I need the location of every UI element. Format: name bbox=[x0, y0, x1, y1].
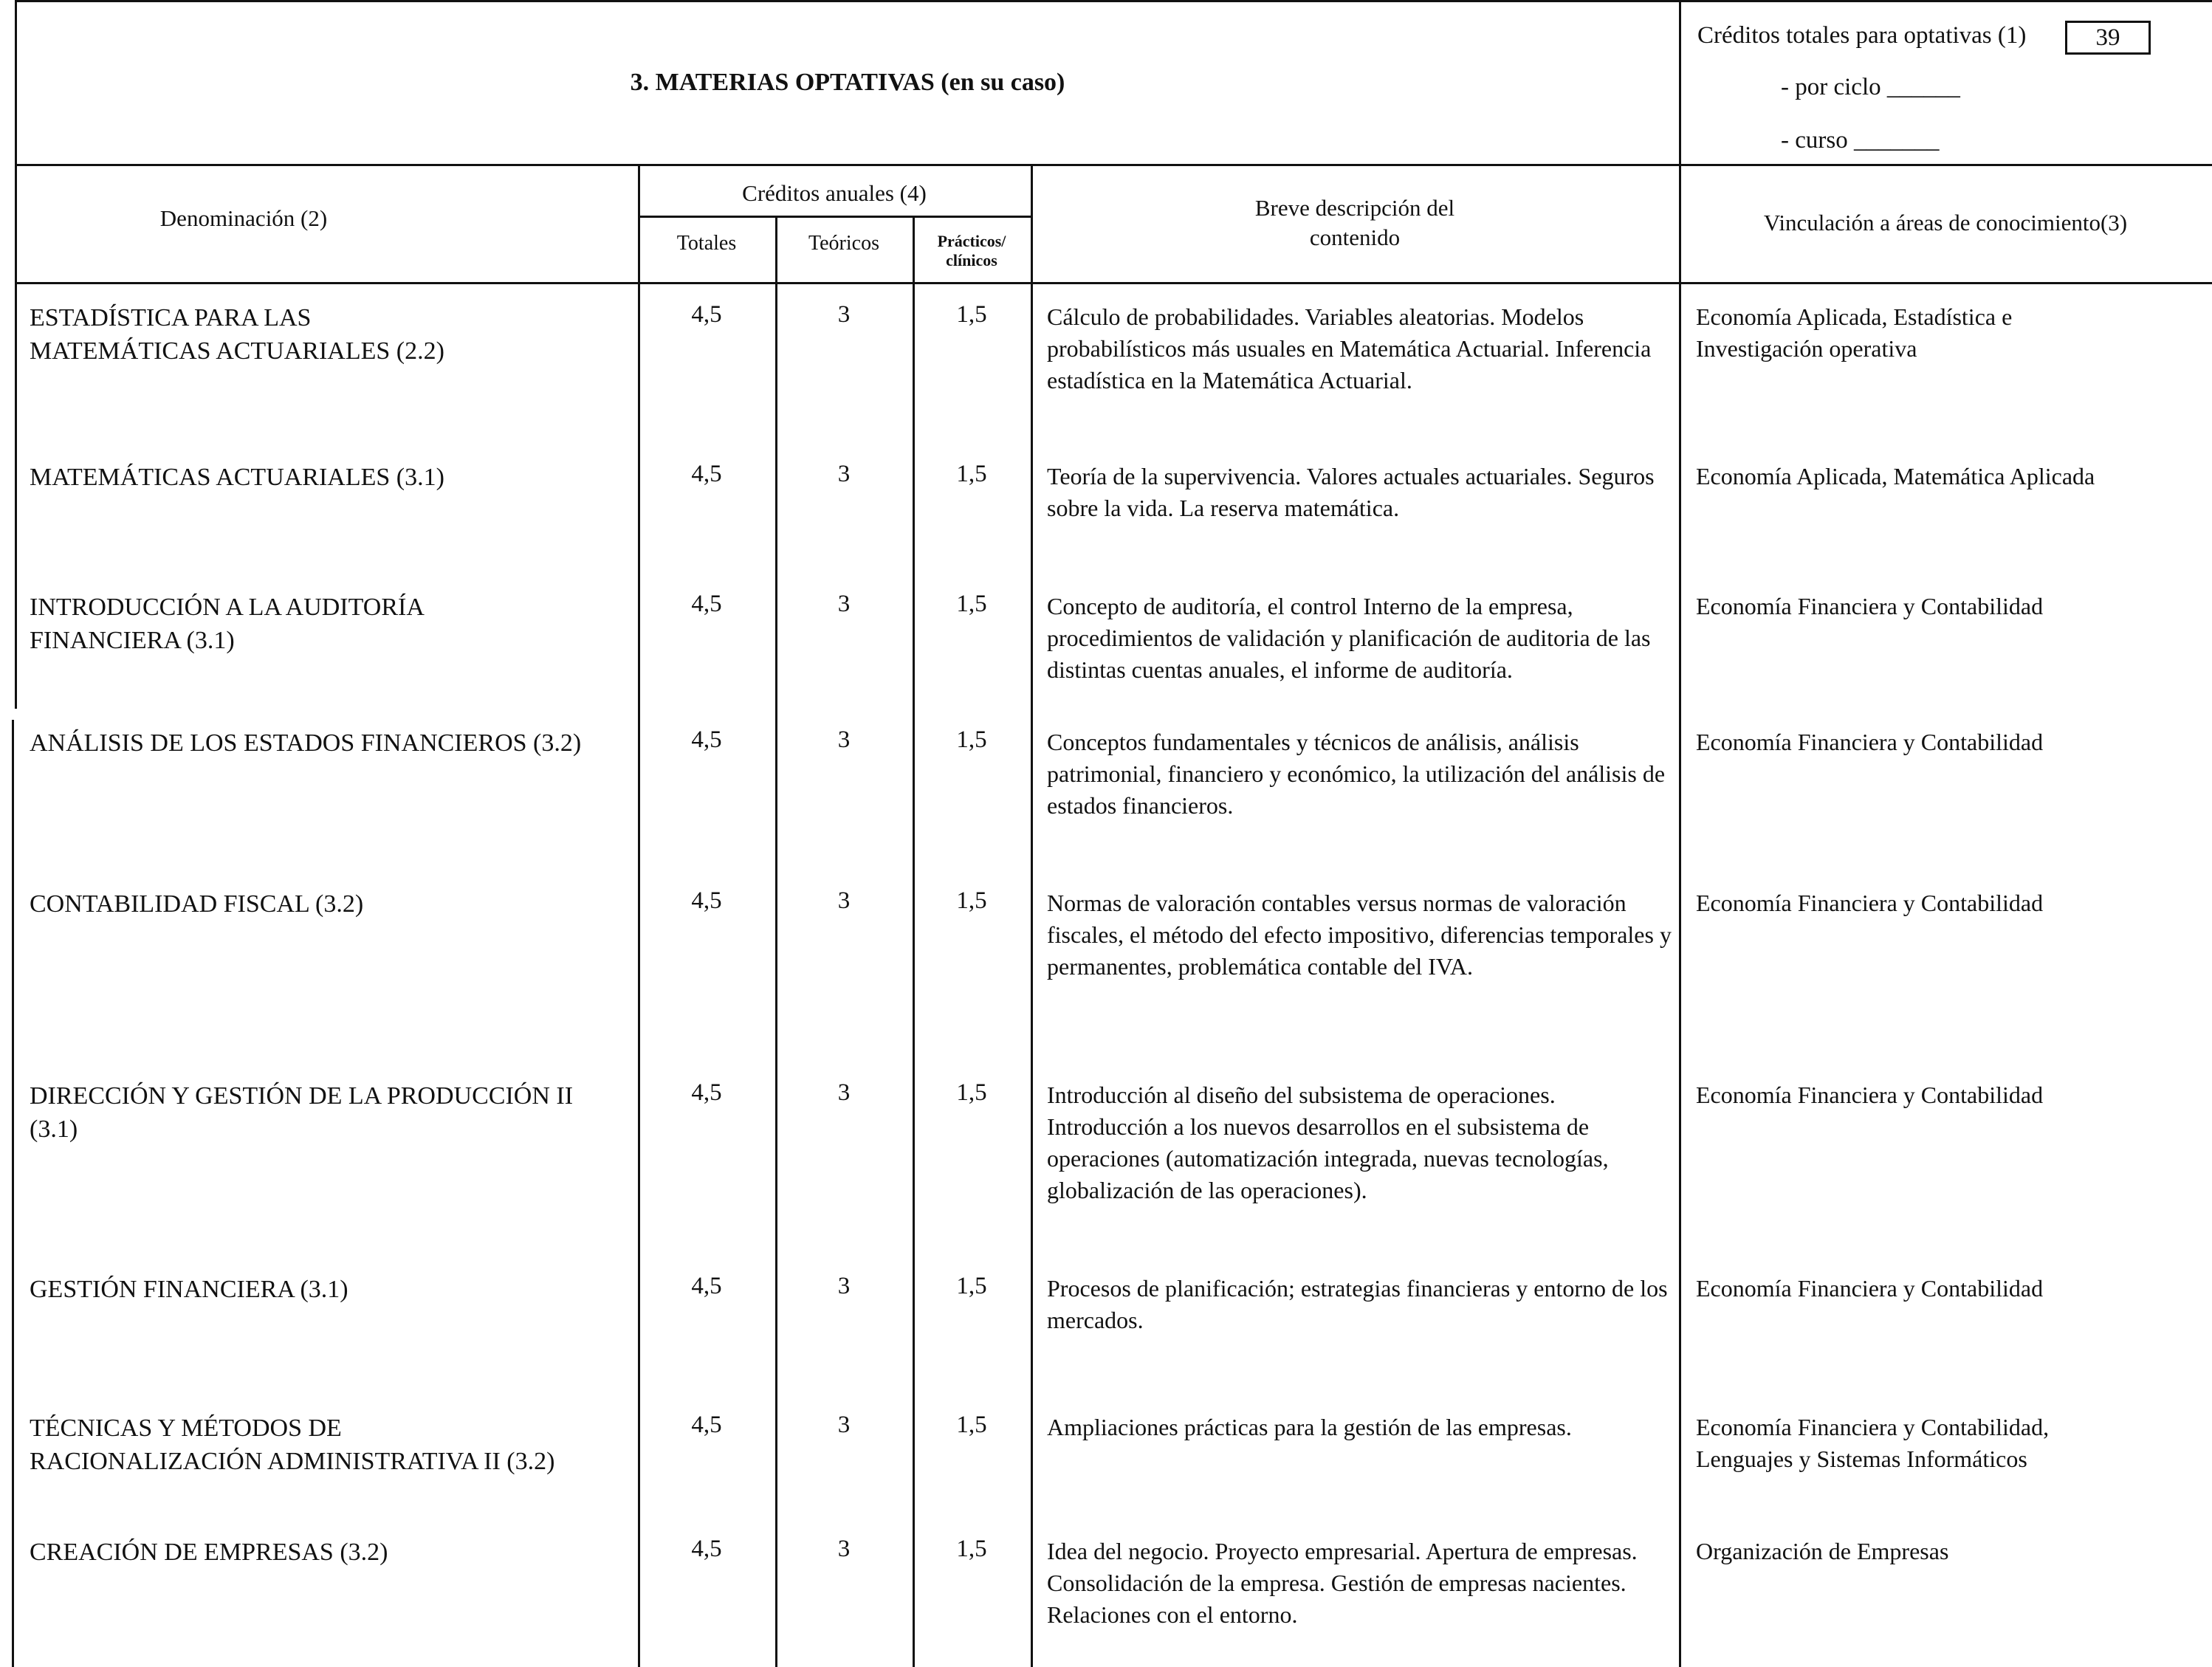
row-denominacion: ESTADÍSTICA PARA LAS MATEMÁTICAS ACTUARIALES (2.2) bbox=[30, 304, 444, 365]
row-practicos: 1,5 bbox=[956, 887, 987, 914]
left-border-lower bbox=[12, 720, 14, 1667]
row-denominacion: ANÁLISIS DE LOS ESTADOS FINANCIEROS (3.2) bbox=[30, 729, 582, 757]
row-denominacion: MATEMÁTICAS ACTUARIALES (3.1) bbox=[30, 464, 444, 491]
row-practicos: 1,5 bbox=[956, 1412, 987, 1438]
row-totales: 4,5 bbox=[691, 887, 722, 914]
row-denominacion: CONTABILIDAD FISCAL (3.2) bbox=[30, 890, 364, 918]
row-totales: 4,5 bbox=[691, 591, 722, 617]
row-teoricos: 3 bbox=[837, 1536, 851, 1562]
colhdr-bottom-line bbox=[15, 282, 2212, 284]
col-sep-3 bbox=[913, 216, 915, 1667]
col-sep-5 bbox=[1679, 164, 1681, 1667]
row-totales: 4,5 bbox=[691, 301, 722, 328]
col-header-practicos: Prácticos/ clínicos bbox=[937, 232, 1006, 269]
col-sep-4 bbox=[1031, 164, 1033, 1667]
row-descripcion: Ampliaciones prácticas para la gestión de las empresas. bbox=[1047, 1414, 1572, 1440]
row-totales: 4,5 bbox=[691, 1273, 722, 1299]
row-descripcion: Cálculo de probabilidades. Variables aleatorias. Modelos probabilísticos más usuales en Matemática Actuarial. Inferencia estadística en la Matemática Actuarial. bbox=[1047, 303, 1652, 393]
row-area: Economía Financiera y Contabilidad, Lenguajes y Sistemas Informáticos bbox=[1696, 1414, 2050, 1472]
per-cycle-label: - por ciclo ______ bbox=[1781, 74, 1960, 100]
row-totales: 4,5 bbox=[691, 1536, 722, 1562]
row-practicos: 1,5 bbox=[956, 461, 987, 487]
row-area: Economía Financiera y Contabilidad bbox=[1696, 729, 2044, 755]
credits-total-value: 39 bbox=[2065, 21, 2151, 55]
row-area: Organización de Empresas bbox=[1696, 1538, 1949, 1564]
row-practicos: 1,5 bbox=[956, 726, 987, 753]
row-denominacion: INTRODUCCIÓN A LA AUDITORÍA FINANCIERA (3.1) bbox=[30, 594, 425, 654]
row-denominacion: TÉCNICAS Y MÉTODOS DE RACIONALIZACIÓN ADMINISTRATIVA II (3.2) bbox=[30, 1415, 555, 1475]
row-area: Economía Aplicada, Matemática Aplicada bbox=[1696, 463, 2095, 489]
row-teoricos: 3 bbox=[837, 591, 851, 617]
row-denominacion: DIRECCIÓN Y GESTIÓN DE LA PRODUCCIÓN II (3.1) bbox=[30, 1082, 574, 1143]
col-header-teoricos: Teóricos bbox=[808, 232, 879, 255]
row-descripcion: Idea del negocio. Proyecto empresarial. Apertura de empresas. Consolidación de la empresa. Gestión de empresas nacientes. Relaciones con el entorno. bbox=[1047, 1538, 1638, 1628]
row-descripcion: Introducción al diseño del subsistema de operaciones. Introducción a los nuevos desarrollos en el subsistema de operaciones (automatización integrada, nuevas tecnologías, globalización de las operaciones). bbox=[1047, 1082, 1609, 1203]
row-teoricos: 3 bbox=[837, 301, 851, 328]
col-header-vinculacion: Vinculación a áreas de conocimiento(3) bbox=[1763, 210, 2128, 236]
row-denominacion: GESTIÓN FINANCIERA (3.1) bbox=[30, 1276, 348, 1303]
row-descripcion: Procesos de planificación; estrategias financieras y entorno de los mercados. bbox=[1047, 1275, 1668, 1333]
row-area: Economía Financiera y Contabilidad bbox=[1696, 1082, 2044, 1108]
row-denominacion: CREACIÓN DE EMPRESAS (3.2) bbox=[30, 1539, 388, 1566]
row-practicos: 1,5 bbox=[956, 301, 987, 328]
row-area: Economía Financiera y Contabilidad bbox=[1696, 1275, 2044, 1302]
section-title: 3. MATERIAS OPTATIVAS (en su caso) bbox=[630, 69, 1065, 96]
row-area: Economía Financiera y Contabilidad bbox=[1696, 890, 2044, 916]
row-practicos: 1,5 bbox=[956, 591, 987, 617]
row-descripcion: Concepto de auditoría, el control Interno de la empresa, procedimientos de validación y planificación de auditoria de las distintas cuentas anuales, el informe de auditoría. bbox=[1047, 593, 1651, 683]
row-area: Economía Aplicada, Estadística e Investigación operativa bbox=[1696, 303, 2013, 362]
row-totales: 4,5 bbox=[691, 726, 722, 753]
row-practicos: 1,5 bbox=[956, 1536, 987, 1562]
per-course-label: - curso _______ bbox=[1781, 127, 1940, 154]
row-area: Economía Financiera y Contabilidad bbox=[1696, 593, 2044, 619]
col-header-creditos-anuales: Créditos anuales (4) bbox=[742, 180, 927, 206]
row-teoricos: 3 bbox=[837, 1273, 851, 1299]
credits-total-label: Créditos totales para optativas (1) bbox=[1697, 22, 2027, 49]
col-header-descripcion: Breve descripción del contenido bbox=[1254, 195, 1455, 250]
row-teoricos: 3 bbox=[837, 1079, 851, 1106]
row-totales: 4,5 bbox=[691, 1412, 722, 1438]
row-teoricos: 3 bbox=[837, 726, 851, 753]
row-practicos: 1,5 bbox=[956, 1273, 987, 1299]
row-teoricos: 3 bbox=[837, 461, 851, 487]
col-sep-1 bbox=[638, 164, 640, 1667]
row-teoricos: 3 bbox=[837, 1412, 851, 1438]
col-sep-2 bbox=[775, 216, 777, 1667]
row-teoricos: 3 bbox=[837, 887, 851, 914]
row-practicos: 1,5 bbox=[956, 1079, 987, 1106]
row-descripcion: Normas de valoración contables versus normas de valoración fiscales, el método del efecto impositivo, diferencias temporales y permanentes, problemática contable del IVA. bbox=[1047, 890, 1672, 980]
row-descripcion: Conceptos fundamentales y técnicos de análisis, análisis patrimonial, financiero y económico, la utilización del análisis de estados financieros. bbox=[1047, 729, 1666, 819]
col-header-totales: Totales bbox=[676, 232, 737, 255]
row-totales: 4,5 bbox=[691, 1079, 722, 1106]
row-totales: 4,5 bbox=[691, 461, 722, 487]
row-descripcion: Teoría de la supervivencia. Valores actuales actuariales. Seguros sobre la vida. La reserva matemática. bbox=[1047, 463, 1655, 521]
col-header-denominacion: Denominación (2) bbox=[159, 205, 328, 231]
credits-subhdr-line bbox=[638, 216, 1031, 218]
